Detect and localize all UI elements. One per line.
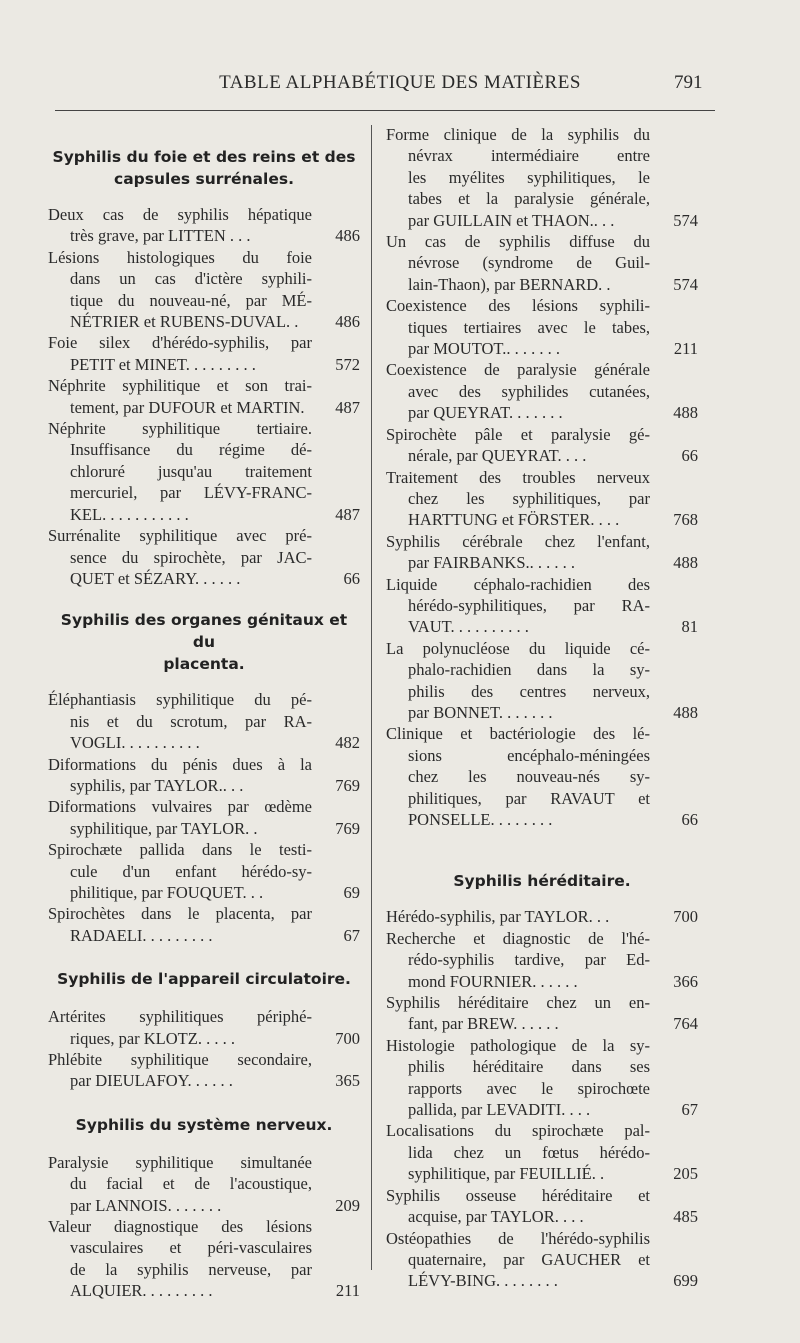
entry-text-line: les myélites syphilitiques, le bbox=[408, 167, 650, 187]
index-entry bbox=[48, 247, 360, 333]
entry-text-line: lain-Thaon), par BERNARD. . bbox=[408, 274, 611, 294]
page-number-spacer bbox=[312, 461, 360, 482]
entry-text-line: très grave, par LITTEN . . . bbox=[70, 226, 251, 246]
page-number-spacer bbox=[650, 359, 698, 380]
section-heading-line: Syphilis du foie et des reins et des bbox=[52, 148, 356, 166]
index-entry bbox=[48, 1049, 360, 1092]
page-number-spacer bbox=[312, 547, 360, 568]
page-number-spacer bbox=[312, 861, 360, 882]
entry-text-line: Liquide céphalo-rachidien des bbox=[386, 574, 650, 594]
column-separator bbox=[371, 125, 372, 1270]
page-number-spacer bbox=[650, 124, 698, 145]
entry-text-line: syphilis, par TAYLOR.. . . bbox=[70, 775, 244, 795]
entry-text-line: par LANNOIS. . . . . . . bbox=[70, 1195, 222, 1215]
entry-page-number: 769 bbox=[335, 775, 360, 795]
page-number-spacer bbox=[650, 928, 698, 949]
index-entry bbox=[386, 467, 698, 531]
entry-text-line: Recherche et diagnostic de l'hé- bbox=[386, 928, 650, 948]
page-number-spacer bbox=[650, 1185, 698, 1206]
entry-page-number: 211 bbox=[335, 1281, 360, 1301]
page-number-spacer bbox=[650, 488, 698, 509]
page-number-spacer bbox=[312, 418, 360, 439]
entry-text-line: rapports avec le spirochœte bbox=[408, 1078, 650, 1098]
entry-text-line: quaternaire, par GAUCHER et bbox=[408, 1249, 650, 1269]
section-heading-line: Syphilis héréditaire. bbox=[453, 872, 631, 891]
entry-text-line: LÉVY-BING. . . . . . . . bbox=[408, 1271, 558, 1291]
entry-text-line: par DIEULAFOY. . . . . . bbox=[70, 1071, 233, 1091]
entry-text-line: philitiques, par RAVAUT et bbox=[408, 788, 650, 808]
entry-text-line: philis héréditaire dans ses bbox=[408, 1057, 650, 1077]
page-number-spacer bbox=[312, 247, 360, 268]
page-number-spacer bbox=[312, 754, 360, 775]
page-number-spacer bbox=[650, 145, 698, 166]
index-entry bbox=[48, 418, 360, 525]
index-entry bbox=[48, 375, 360, 418]
entry-page-number: 485 bbox=[673, 1207, 698, 1227]
index-entry bbox=[386, 359, 698, 423]
entry-text-line: Lésions histologiques du foie bbox=[48, 247, 312, 267]
page-number-spacer bbox=[650, 424, 698, 445]
entry-text-line: KEL. . . . . . . . . . . bbox=[70, 504, 189, 524]
page-number-spacer bbox=[650, 1249, 698, 1270]
page-number-spacer bbox=[650, 167, 698, 188]
entry-text-line: riques, par KLOTZ. . . . . bbox=[70, 1028, 235, 1048]
entry-page-number: 572 bbox=[335, 354, 360, 374]
index-entry bbox=[48, 796, 360, 839]
entry-text-line: QUET et SÉZARY. . . . . . bbox=[70, 568, 241, 588]
entry-text-line: syphilitique, par TAYLOR. . bbox=[70, 818, 258, 838]
right-column bbox=[386, 124, 698, 1292]
entry-page-number: 211 bbox=[673, 339, 698, 359]
index-entry bbox=[386, 531, 698, 574]
entry-text-line: chez les syphilitiques, par bbox=[408, 488, 650, 508]
index-entry bbox=[386, 1035, 698, 1121]
entry-page-number: 209 bbox=[335, 1195, 360, 1215]
entry-text-line: La polynucléose du liquide cé- bbox=[386, 638, 650, 658]
entry-text-line: NÉTRIER et RUBENS-DUVAL. . bbox=[70, 312, 299, 332]
index-entry bbox=[386, 1185, 698, 1228]
page-number-spacer bbox=[312, 1173, 360, 1194]
entry-page-number: 769 bbox=[335, 818, 360, 838]
page-number-spacer bbox=[650, 252, 698, 273]
entry-text-line: acquise, par TAYLOR. . . . bbox=[408, 1207, 584, 1227]
entry-text-line: Diformations du pénis dues à la bbox=[48, 754, 312, 774]
header-rule bbox=[55, 110, 715, 111]
page-number-spacer bbox=[650, 531, 698, 552]
section-heading-line: Syphilis des organes génitaux et du bbox=[60, 611, 348, 652]
entry-text-line: névrax intermédiaire entre bbox=[408, 146, 650, 166]
entry-page-number: 66 bbox=[343, 568, 360, 588]
index-entry bbox=[48, 525, 360, 589]
entry-text-line: hérédo-syphilitiques, par RA- bbox=[408, 595, 650, 615]
entry-text-line: Coexistence des lésions syphili- bbox=[386, 296, 650, 316]
page-number-spacer bbox=[650, 1035, 698, 1056]
entry-text-line: philitique, par FOUQUET. . . bbox=[70, 882, 264, 902]
entry-page-number: 768 bbox=[673, 510, 698, 530]
entry-page-number: 486 bbox=[335, 226, 360, 246]
entry-text-line: tabes et la paralysie générale, bbox=[408, 189, 650, 209]
page-number-spacer bbox=[650, 295, 698, 316]
entry-page-number: 699 bbox=[673, 1271, 698, 1291]
section-heading-line: Syphilis du système nerveux. bbox=[75, 1115, 333, 1134]
entry-page-number: 487 bbox=[335, 504, 360, 524]
index-entry bbox=[48, 903, 360, 946]
entry-text-line: HARTTUNG et FÖRSTER. . . . bbox=[408, 510, 620, 530]
entry-page-number: 67 bbox=[343, 925, 360, 945]
entry-text-line: cule d'un enfant hérédo-sy- bbox=[70, 861, 312, 881]
page-number-spacer bbox=[650, 467, 698, 488]
entry-text-line: rédo-syphilis tardive, par Ed- bbox=[408, 950, 650, 970]
entry-text-line: Histologie pathologique de la sy- bbox=[386, 1035, 650, 1055]
entry-text-line: tiques tertiaires avec le tabes, bbox=[408, 317, 650, 337]
page-number: 791 bbox=[674, 72, 703, 93]
entry-text-line: Spirochète pâle et paralysie gé- bbox=[386, 424, 650, 444]
page-number-spacer bbox=[312, 689, 360, 710]
page-number-spacer bbox=[650, 638, 698, 659]
entry-page-number: 67 bbox=[681, 1100, 698, 1120]
entry-text-line: névrose (syndrome de Guil- bbox=[408, 253, 650, 273]
section-heading-line: placenta. bbox=[163, 655, 245, 674]
entry-text-line: du facial et de l'acoustique, bbox=[70, 1174, 312, 1194]
entry-text-line: nérale, par QUEYRAT. . . . bbox=[408, 446, 587, 466]
index-entry bbox=[386, 295, 698, 359]
section-heading bbox=[48, 609, 360, 675]
page-number-spacer bbox=[650, 188, 698, 209]
entry-text-line: RADAELI. . . . . . . . . bbox=[70, 925, 213, 945]
page-number-spacer bbox=[650, 788, 698, 809]
entry-text-line: par MOUTOT.. . . . . . . bbox=[408, 339, 560, 359]
entry-text-line: sions encéphalo-méningées bbox=[408, 745, 650, 765]
entry-text-line: VOGLI. . . . . . . . . . bbox=[70, 733, 200, 753]
entry-text-line: par FAIRBANKS.. . . . . . bbox=[408, 553, 575, 573]
page-number-spacer bbox=[650, 949, 698, 970]
entry-text-line: Valeur diagnostique des lésions bbox=[48, 1217, 312, 1237]
entry-text-line: Coexistence de paralysie générale bbox=[386, 360, 650, 380]
entry-page-number: 574 bbox=[673, 274, 698, 294]
page-number-spacer bbox=[650, 723, 698, 744]
entry-text-line: phalo-rachidien dans la sy- bbox=[408, 660, 650, 680]
entry-text-line: Un cas de syphilis diffuse du bbox=[386, 232, 650, 252]
section-heading bbox=[386, 870, 698, 892]
index-entry bbox=[48, 332, 360, 375]
entry-text-line: Insuffisance du régime dé- bbox=[70, 440, 312, 460]
entry-page-number: 488 bbox=[673, 702, 698, 722]
page-number-spacer bbox=[312, 375, 360, 396]
page-number-spacer bbox=[312, 525, 360, 546]
section-heading-line: capsules surrénales. bbox=[114, 170, 294, 188]
page-number-spacer bbox=[650, 1228, 698, 1249]
index-entry bbox=[48, 1006, 360, 1049]
entry-page-number: 487 bbox=[335, 397, 360, 417]
entry-text-line: tement, par DUFOUR et MARTIN. bbox=[70, 397, 305, 417]
page-number-spacer bbox=[312, 903, 360, 924]
page-number-spacer bbox=[650, 231, 698, 252]
page-number-spacer bbox=[650, 766, 698, 787]
page-number-spacer bbox=[312, 1259, 360, 1280]
entry-text-line: nis et du scrotum, par RA- bbox=[70, 711, 312, 731]
entry-page-number: 366 bbox=[673, 971, 698, 991]
entry-page-number: 700 bbox=[673, 907, 698, 927]
index-entry bbox=[386, 992, 698, 1035]
entry-text-line: mercuriel, par LÉVY-FRANC- bbox=[70, 483, 312, 503]
index-entry bbox=[386, 928, 698, 992]
entry-text-line: PETIT et MINET. . . . . . . . . bbox=[70, 354, 256, 374]
entry-text-line: PONSELLE. . . . . . . . bbox=[408, 810, 553, 829]
entry-text-line: Syphilis héréditaire chez un en- bbox=[386, 993, 650, 1013]
index-entry bbox=[48, 1152, 360, 1216]
page-number-spacer bbox=[650, 659, 698, 680]
entry-text-line: Syphilis cérébrale chez l'enfant, bbox=[386, 531, 650, 551]
section-heading bbox=[48, 146, 360, 190]
index-entry bbox=[386, 424, 698, 467]
entry-text-line: Surrénalite syphilitique avec pré- bbox=[48, 526, 312, 546]
entry-text-line: Spirochètes dans le placenta, par bbox=[48, 904, 312, 924]
entry-text-line: Phlébite syphilitique secondaire, bbox=[48, 1050, 312, 1069]
entry-page-number: 365 bbox=[335, 1071, 360, 1091]
index-entry bbox=[48, 1216, 360, 1302]
page-number-spacer bbox=[650, 574, 698, 595]
entry-text-line: Ostéopathies de l'hérédo-syphilis bbox=[386, 1228, 650, 1248]
entry-page-number: 764 bbox=[673, 1014, 698, 1034]
page-number-spacer bbox=[312, 204, 360, 225]
entry-text-line: chloruré jusqu'au traitement bbox=[70, 461, 312, 481]
entry-text-line: Traitement des troubles nerveux bbox=[386, 467, 650, 487]
page-number-spacer bbox=[312, 1006, 360, 1027]
page-number-spacer bbox=[312, 268, 360, 289]
index-entry bbox=[386, 638, 698, 724]
index-entry bbox=[386, 1228, 698, 1292]
entry-text-line: philis des centres nerveux, bbox=[408, 681, 650, 701]
index-entry bbox=[386, 231, 698, 295]
entry-page-number: 66 bbox=[681, 810, 698, 829]
entry-text-line: vasculaires et péri-vasculaires bbox=[70, 1238, 312, 1258]
section-heading bbox=[48, 968, 360, 990]
page-number-spacer bbox=[650, 681, 698, 702]
entry-page-number: 700 bbox=[335, 1028, 360, 1048]
entry-text-line: Paralysie syphilitique simultanée bbox=[48, 1152, 312, 1172]
entry-text-line: chez les nouveau-nés sy- bbox=[408, 767, 650, 787]
page-number-spacer bbox=[650, 595, 698, 616]
page-number-spacer bbox=[312, 1152, 360, 1173]
entry-text-line: VAUT. . . . . . . . . . bbox=[408, 617, 529, 637]
entry-text-line: Spirochæte pallida dans le testi- bbox=[48, 840, 312, 860]
entry-text-line: de la syphilis nerveuse, par bbox=[70, 1259, 312, 1279]
section-heading-line: Syphilis de l'appareil circulatoire. bbox=[57, 970, 351, 989]
page-number-spacer bbox=[650, 317, 698, 338]
page-number-spacer bbox=[650, 1078, 698, 1099]
page-number-spacer bbox=[312, 482, 360, 503]
running-title: TABLE ALPHABÉTIQUE DES MATIÈRES bbox=[219, 72, 581, 93]
entry-page-number: 488 bbox=[673, 403, 698, 423]
page-number-spacer bbox=[650, 1056, 698, 1077]
entry-text-line: Néphrite syphilitique tertiaire. bbox=[48, 419, 312, 439]
entry-page-number: 69 bbox=[343, 882, 360, 902]
entry-text-line: Artérites syphilitiques périphé- bbox=[48, 1007, 312, 1027]
index-entry bbox=[48, 689, 360, 753]
entry-text-line: Diformations vulvaires par œdème bbox=[48, 797, 312, 817]
entry-text-line: syphilitique, par FEUILLIÉ. . bbox=[408, 1164, 605, 1184]
page-number-spacer bbox=[312, 290, 360, 311]
entry-text-line: Syphilis osseuse héréditaire et bbox=[386, 1185, 650, 1205]
entry-page-number: 482 bbox=[335, 733, 360, 753]
page-number-spacer bbox=[650, 992, 698, 1013]
section-heading bbox=[48, 1114, 360, 1136]
page-number-spacer bbox=[650, 1120, 698, 1141]
page-number-spacer bbox=[312, 1049, 360, 1070]
index-entry bbox=[386, 723, 698, 830]
page-number-spacer bbox=[312, 839, 360, 860]
entry-text-line: tique du nouveau-né, par MÉ- bbox=[70, 290, 312, 310]
entry-text-line: avec des syphilides cutanées, bbox=[408, 381, 650, 401]
index-entry bbox=[386, 124, 698, 231]
entry-text-line: par GUILLAIN et THAON.. . . bbox=[408, 210, 615, 230]
page-number-spacer bbox=[312, 439, 360, 460]
entry-text-line: ALQUIER. . . . . . . . . bbox=[70, 1281, 213, 1301]
entry-page-number: 205 bbox=[673, 1164, 698, 1184]
left-column bbox=[48, 124, 360, 1302]
page-number-spacer bbox=[312, 1216, 360, 1237]
index-entry bbox=[48, 754, 360, 797]
entry-text-line: Hérédo-syphilis, par TAYLOR. . . bbox=[386, 907, 610, 927]
entry-text-line: Forme clinique de la syphilis du bbox=[386, 125, 650, 144]
page-number-spacer bbox=[312, 796, 360, 817]
page-number-spacer bbox=[650, 745, 698, 766]
entry-text-line: par BONNET. . . . . . . bbox=[408, 702, 553, 722]
index-entry bbox=[48, 204, 360, 247]
entry-text-line: sence du spirochète, par JAC- bbox=[70, 547, 312, 567]
entry-text-line: Foie silex d'hérédo-syphilis, par bbox=[48, 333, 312, 353]
entry-text-line: lida chez un fœtus hérédo- bbox=[408, 1142, 650, 1162]
page-number-spacer bbox=[650, 1142, 698, 1163]
entry-page-number: 66 bbox=[681, 446, 698, 466]
entry-page-number: 81 bbox=[681, 617, 698, 637]
page-number-spacer bbox=[312, 711, 360, 732]
page-number-spacer bbox=[312, 332, 360, 353]
page-number-spacer bbox=[650, 381, 698, 402]
entry-text-line: fant, par BREW. . . . . . bbox=[408, 1014, 559, 1034]
entry-text-line: par QUEYRAT. . . . . . . bbox=[408, 403, 563, 423]
page-number-spacer bbox=[312, 1237, 360, 1258]
entry-text-line: Deux cas de syphilis hépatique bbox=[48, 205, 312, 224]
entry-page-number: 486 bbox=[335, 312, 360, 332]
entry-text-line: dans un cas d'ictère syphili- bbox=[70, 269, 312, 289]
entry-page-number: 488 bbox=[673, 553, 698, 573]
index-entry bbox=[386, 574, 698, 638]
entry-text-line: Néphrite syphilitique et son trai- bbox=[48, 376, 312, 396]
entry-text-line: Clinique et bactériologie des lé- bbox=[386, 724, 650, 744]
entry-text-line: Éléphantiasis syphilitique du pé- bbox=[48, 690, 312, 710]
index-entry bbox=[386, 906, 698, 927]
entry-page-number: 574 bbox=[673, 210, 698, 230]
entry-text-line: pallida, par LEVADITI. . . . bbox=[408, 1100, 591, 1120]
index-entry bbox=[48, 839, 360, 903]
index-entry bbox=[386, 1120, 698, 1184]
entry-text-line: mond FOURNIER. . . . . . bbox=[408, 971, 578, 991]
entry-text-line: Localisations du spirochæte pal- bbox=[386, 1121, 650, 1141]
